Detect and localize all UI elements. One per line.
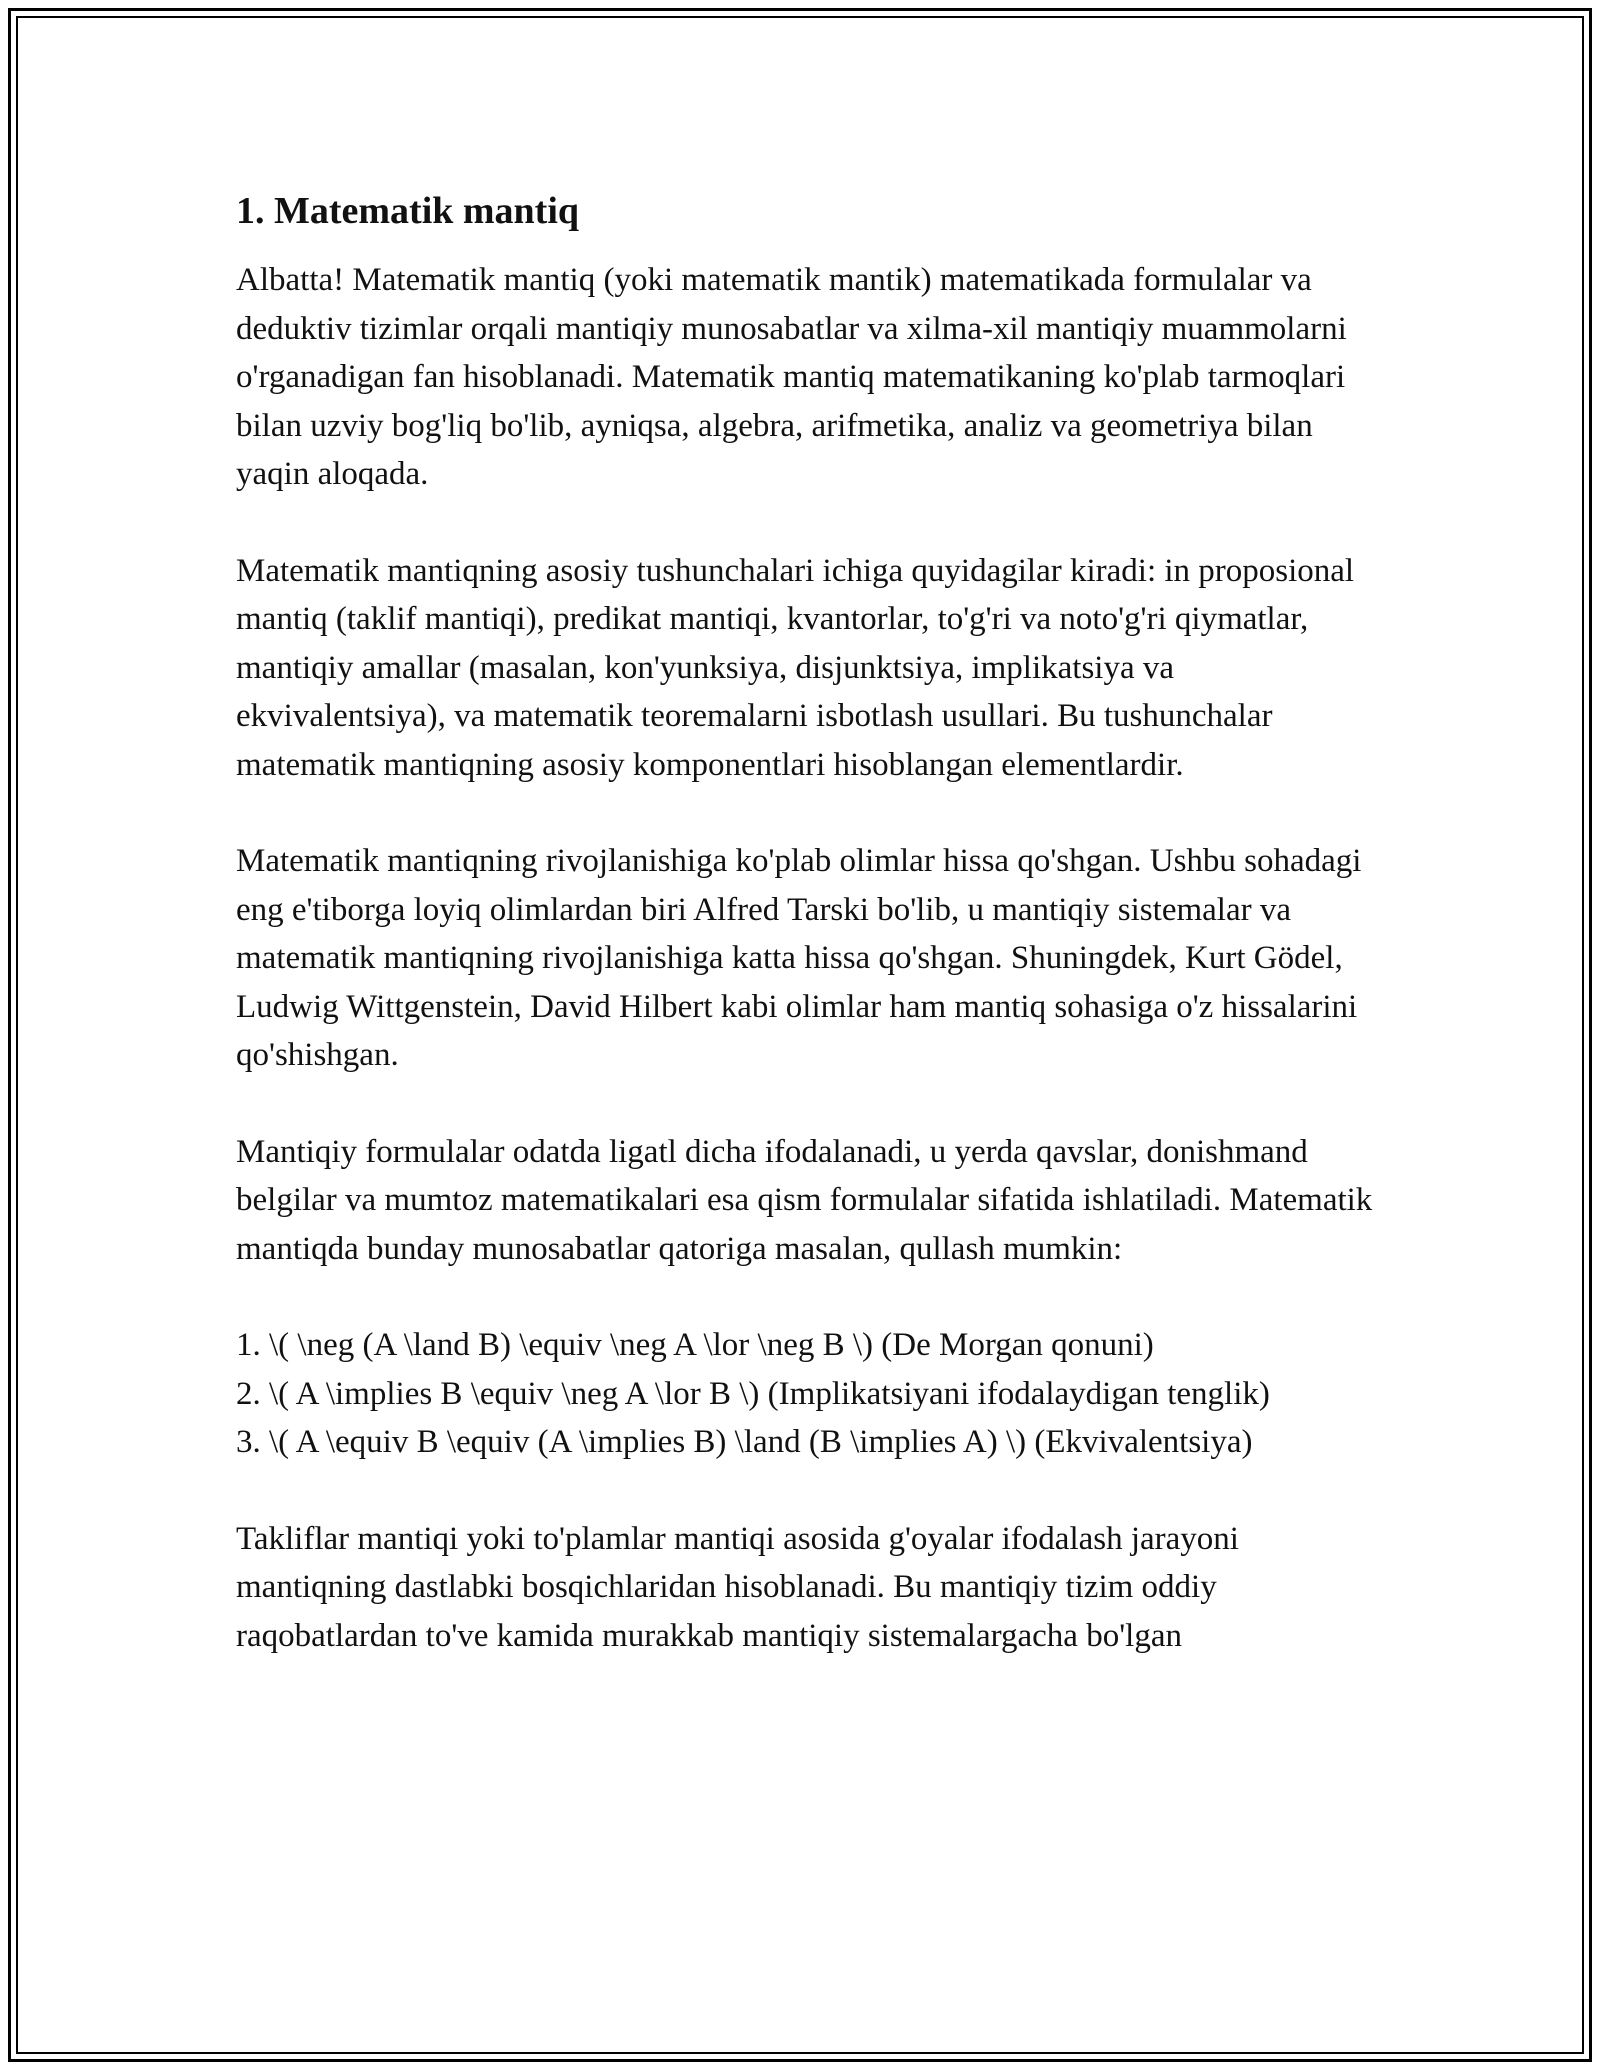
list-item: 1. \( \neg (A \land B) \equiv \neg A \lor \neg B \) (De Morgan qonuni): [236, 1327, 1154, 1363]
document-body: [236, 186, 1376, 1708]
paragraph-scientists: Matematik mantiqning rivojlanishiga ko'plab olimlar hissa qo'shgan. Ushbu sohadagi eng e'tiborga loyiq olimlardan biri Alfred Tarski bo'lib, u mantiqiy sistemalar va matematik mantiqning rivojlanishiga katta hissa qo'shgan. Shuningdek, Kurt Gödel, Ludwig Wittgenstein, David Hilbert kabi olimlar ham mantiq sohasiga o'z hissalarini qo'shishgan.: [236, 843, 1362, 1073]
formula-list: [236, 1321, 1376, 1467]
paragraph-intro: Albatta! Matematik mantiq (yoki matematik mantik) matematikada formulalar va deduktiv tizimlar orqali mantiqiy munosabatlar va xilma-xil mantiqiy muammolarni o'rganadigan fan hisoblanadi. Matematik mantiq matematikaning ko'plab tarmoqlari bilan uzviy bog'liq bo'lib, ayniqsa, algebra, arifmetika, analiz va geometriya bilan yaqin aloqada.: [236, 262, 1347, 492]
paragraph-closing: Takliflar mantiqi yoki to'plamlar mantiqi asosida g'oyalar ifodalash jarayoni mantiqning dastlabki bosqichlaridan hisoblanadi. Bu mantiqiy tizim oddiy raqobatlardan to've kamida murakkab mantiqiy sistemalargacha bo'lgan: [236, 1520, 1239, 1654]
paragraph-formulas: Mantiqiy formulalar odatda ligatl dicha ifodalanadi, u yerda qavslar, donishmand belgilar va mumtoz matematikalari esa qism formulalar sifatida ishlatiladi. Matematik mantiqda bunday munosabatlar qatoriga masalan, qullash mumkin:: [236, 1133, 1373, 1267]
paragraph-concepts: Matematik mantiqning asosiy tushunchalari ichiga quyidagilar kiradi: in proposional mantiq (taklif mantiqi), predikat mantiqi, kvantorlar, to'g'ri va noto'g'ri qiymatlar, mantiqiy amallar (masalan, kon'yunksiya, disjunktsiya, implikatsiya va ekvivalentsiya), va matematik teoremalarni isbotlash usullari. Bu tushunchalar matematik mantiqning asosiy komponentlari hisoblangan elementlardir.: [236, 552, 1355, 783]
list-item: 3. \( A \equiv B \equiv (A \implies B) \land (B \implies A) \) (Ekvivalentsiya): [236, 1424, 1253, 1460]
list-item: 2. \( A \implies B \equiv \neg A \lor B \) (Implikatsiyani ifodalaydigan tenglik): [236, 1375, 1270, 1412]
section-heading: 1. Matematik mantiq: [236, 190, 580, 232]
